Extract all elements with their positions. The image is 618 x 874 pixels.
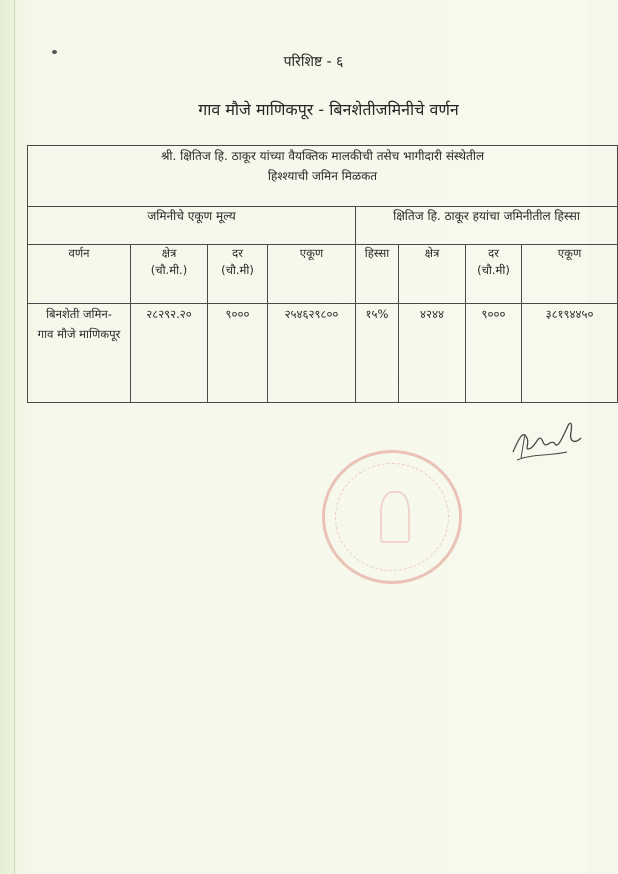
column-header-row <box>28 245 618 304</box>
col-share-area-label: क्षेत्र <box>424 246 440 260</box>
col-rate-unit: (चौ.मी) <box>221 263 254 277</box>
page-title: गाव मौजे माणिकपूर - बिनशेतीजमिनीचे वर्णन <box>198 100 459 119</box>
cell-share-rate: ९००० <box>466 304 522 403</box>
appendix-label: परिशिष्ट - ६ <box>283 54 344 70</box>
cell-description-line-1: बिनशेती जमिन- <box>46 307 112 321</box>
cell-share-area: ४२४४ <box>399 304 466 403</box>
col-share-rate <box>466 245 522 304</box>
col-share-rate-unit: (चौ.मी) <box>477 263 510 277</box>
col-area <box>131 245 208 304</box>
col-area-unit: (चौ.मी.) <box>150 263 188 277</box>
owner-line-2: हिश्श्याची जमिन मिळकत <box>267 169 378 183</box>
col-rate-label: दर <box>232 246 243 260</box>
owner-header-cell <box>28 146 618 207</box>
group-share-header: क्षितिज हि. ठाकूर हयांचा जमिनीतील हिस्सा <box>356 207 618 245</box>
col-share-label: हिस्सा <box>364 246 390 260</box>
col-total <box>268 245 356 304</box>
col-description <box>28 245 131 304</box>
col-area-label: क्षेत्र <box>161 246 177 260</box>
col-description-label: वर्णन <box>68 246 90 260</box>
official-seal-stamp <box>322 450 462 584</box>
signature <box>505 408 585 472</box>
owner-header-row <box>28 146 618 207</box>
seal-emblem-icon <box>380 491 410 543</box>
group-header-row <box>28 207 618 245</box>
col-share-rate-label: दर <box>488 246 499 260</box>
cell-share: १५% <box>356 304 399 403</box>
col-rate <box>208 245 268 304</box>
land-description-table <box>27 145 618 403</box>
cell-description-line-2: गाव मौजे माणिकपूर <box>37 327 121 341</box>
cell-description <box>28 304 131 403</box>
cell-total: २५४६२९८०० <box>268 304 356 403</box>
col-share-total-label: एकूण <box>557 246 582 260</box>
cell-area: २८२९२.२० <box>131 304 208 403</box>
cell-rate: ९००० <box>208 304 268 403</box>
col-share-area <box>399 245 466 304</box>
col-share-total <box>522 245 618 304</box>
cell-share-total: ३८१९४४५० <box>522 304 618 403</box>
col-total-label: एकूण <box>299 246 324 260</box>
table-row <box>28 304 618 403</box>
owner-line-1: श्री. क्षितिज हि. ठाकूर यांच्या वैयक्तिक मालकीची तसेच भागीदारी संस्थेतील <box>160 149 485 163</box>
col-share <box>356 245 399 304</box>
group-total-value-header: जमिनीचे एकूण मूल्य <box>28 207 356 245</box>
page-edge-line <box>14 0 15 874</box>
